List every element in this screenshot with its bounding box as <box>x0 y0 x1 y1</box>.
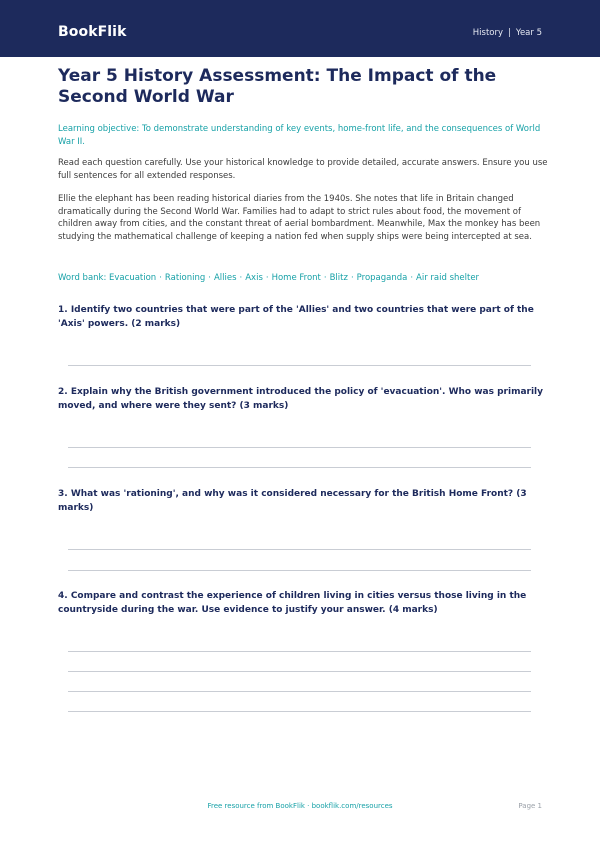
breadcrumb-subject: History <box>472 28 504 38</box>
story-paragraph: Ellie the elephant has been reading historical diaries from the 1940s. She notes that life in Britain changed dramatically during the Second World War. Families had to adapt to strict rules about food, the movement of children away from cities, and the constant threat of aerial bombardment. Meanwhile, Max the monkey has been studying the mathematical challenge of keeping a nation fed when supply ships were being intercepted at sea. <box>58 194 541 242</box>
word-bank-separator: · <box>350 273 354 283</box>
word-bank-separator: · <box>410 273 414 283</box>
word-bank-word: Propaganda <box>356 273 408 283</box>
site-header <box>0 0 600 57</box>
question-2: 2. Explain why the British government introduced the policy of 'evacuation'. Who was primarily moved, and where were they sent? (3 marks) <box>58 387 544 411</box>
word-bank-word: Axis <box>245 273 263 283</box>
answer-line[interactable] <box>68 671 531 672</box>
answer-line[interactable] <box>68 447 531 448</box>
question-3: 3. What was 'rationing', and why was it considered necessary for the British Home Front? (3 marks) <box>58 489 527 513</box>
instructions-paragraph: Read each question carefully. Use your historical knowledge to provide detailed, accurate answers. Ensure you use full sentences for all extended responses. <box>58 158 548 181</box>
answer-line[interactable] <box>68 365 531 366</box>
brand-logo[interactable]: BookFlik <box>58 24 127 40</box>
answer-line[interactable] <box>68 711 531 712</box>
word-bank-separator: · <box>239 273 243 283</box>
word-bank-word: Allies <box>213 273 237 283</box>
word-bank-separator: · <box>208 273 211 283</box>
word-bank-label: Word bank: <box>58 273 107 283</box>
answer-line[interactable] <box>68 570 531 571</box>
word-bank-separator: · <box>159 273 162 283</box>
answer-line[interactable] <box>68 691 531 692</box>
answer-line[interactable] <box>68 549 531 550</box>
word-bank-word: Evacuation <box>109 273 157 283</box>
answer-line[interactable] <box>68 651 531 652</box>
answer-line[interactable] <box>68 467 531 468</box>
learning-objective: Learning objective: To demonstrate understanding of key events, home-front life, and the consequences of World War II. <box>58 124 541 147</box>
page-number: Page 1 <box>518 802 542 810</box>
breadcrumb-year: Year 5 <box>515 28 542 38</box>
question-4: 4. Compare and contrast the experience of children living in cities versus those living in the countryside during the war. Use evidence to justify your answer. (4 marks) <box>58 591 527 615</box>
word-bank-word: Blitz <box>329 273 348 283</box>
word-bank-word: Air raid shelter <box>416 273 480 283</box>
word-bank-word: Rationing <box>164 273 206 283</box>
word-bank-word: Home Front <box>271 273 321 283</box>
page-title: Year 5 History Assessment: The Impact of the Second World War <box>58 66 497 107</box>
word-bank-separator: · <box>265 273 269 283</box>
word-bank <box>58 272 548 285</box>
word-bank-separator: · <box>323 273 327 283</box>
breadcrumb-separator: | <box>508 28 511 38</box>
footer-credit[interactable]: Free resource from BookFlik · bookflik.com/resources <box>207 802 393 810</box>
question-1: 1. Identify two countries that were part of the 'Allies' and two countries that were part of the 'Axis' powers. (2 marks) <box>58 305 534 329</box>
breadcrumb <box>473 28 542 38</box>
